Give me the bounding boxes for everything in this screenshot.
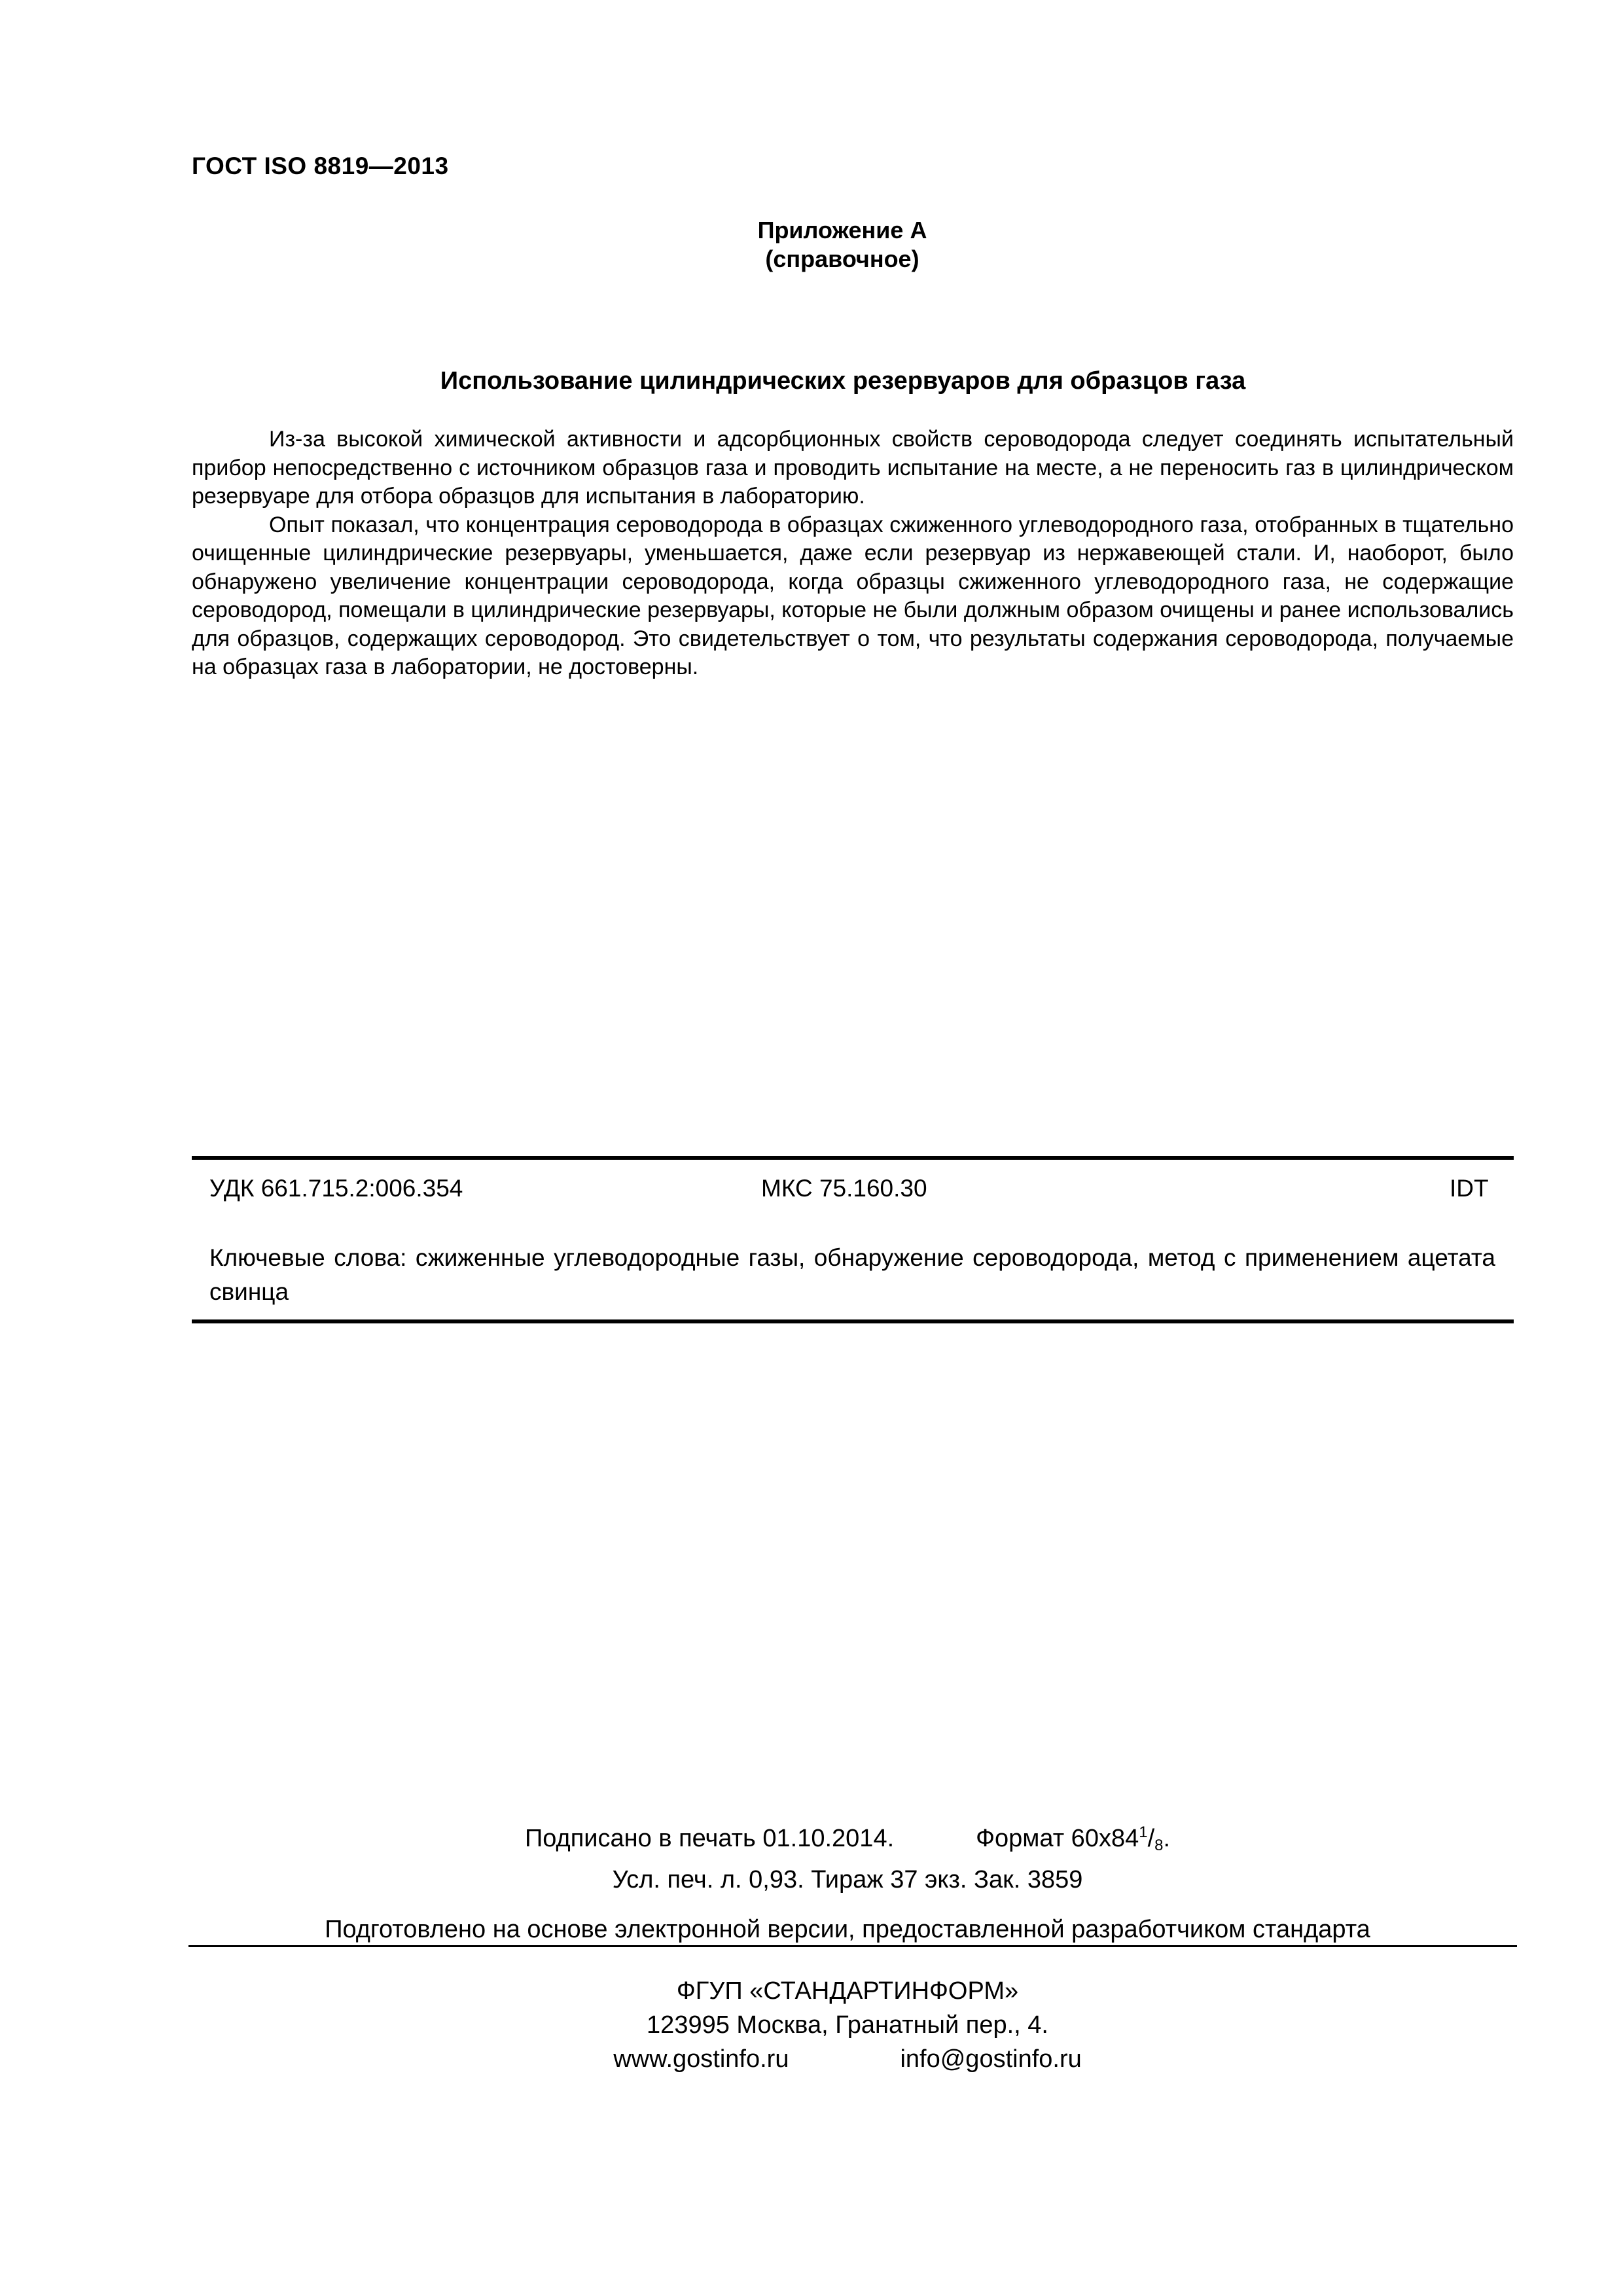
classification-top-rule bbox=[192, 1156, 1514, 1160]
paper-format: Формат $60х84^1/_8$. bbox=[976, 1823, 1171, 1854]
mks-code: МКС 75.160.30 bbox=[761, 1175, 927, 1202]
body-paragraph-1: Из-за высокой химической активности и адсорбционных свойств сероводорода следует соединять испытательный прибор непосредственно с источником образцов газа и проводить испытание на месте, а не переносить газ в цилиндрическом резервуаре для отбора образцов для испытания в лабораторию. bbox=[192, 427, 1514, 509]
prepared-note: Подготовлено на основе электронной версии, предоставленной разработчиком стандарта bbox=[325, 1916, 1370, 1943]
signed-date: Подписано в печать 01.10.2014. bbox=[524, 1825, 895, 1852]
annex-title-block bbox=[0, 216, 1623, 274]
publisher-block bbox=[0, 1974, 1623, 2076]
annex-title: Приложение А bbox=[757, 217, 927, 243]
publisher-email[interactable]: info@gostinfo.ru bbox=[900, 2045, 1082, 2073]
annex-heading: Использование цилиндрических резервуаров для образцов газа bbox=[440, 367, 1246, 395]
signed-line bbox=[0, 1816, 1623, 1863]
format-label: Формат 60х84 bbox=[976, 1825, 1139, 1852]
document-code: ГОСТ ISO 8819—2013 bbox=[192, 152, 449, 179]
format-end: . bbox=[1163, 1825, 1171, 1852]
format-denominator: 8 bbox=[1154, 1837, 1164, 1854]
imprint-rule bbox=[188, 1945, 1517, 1947]
keywords: Ключевые слова: сжиженные углеводородные газы, обнаружение сероводорода, метод с применением ацетата свинца bbox=[209, 1244, 1495, 1305]
publisher-contacts bbox=[0, 2042, 1623, 2076]
body-paragraph-2: Опыт показал, что концентрация сероводорода в образцах сжиженного углеводородного газа, отобранных в тщательно очищенные цилиндрические резервуары, уменьшается, даже если резервуар из нержавеющей стали. И, наоборот, было обнаружено увеличение концентрации сероводорода, когда образцы сжиженного углеводородного газа, не содержащие сероводород, помещали в цилиндрические резервуары, которые не были должным образом очищены и ранее использовались для образцов, содержащих сероводород. Это свидетельствует о том, что результаты содержания сероводорода, получаемые на образцах газа в лаборатории, не достоверны. bbox=[192, 512, 1514, 679]
annex-body bbox=[192, 425, 1514, 682]
publisher-name: ФГУП «СТАНДАРТИНФОРМ» bbox=[676, 1977, 1019, 2005]
classification-bottom-rule bbox=[192, 1319, 1514, 1323]
equivalence-degree: IDT bbox=[1450, 1175, 1489, 1202]
annex-type: (справочное) bbox=[765, 245, 919, 272]
publisher-website[interactable]: www.gostinfo.ru bbox=[613, 2045, 789, 2073]
print-info-block bbox=[0, 1816, 1623, 1897]
format-numerator: 1 bbox=[1139, 1823, 1148, 1841]
publisher-address: 123995 Москва, Гранатный пер., 4. bbox=[647, 2011, 1048, 2039]
print-details: Усл. печ. л. 0,93. Тираж 37 экз. Зак. 3859 bbox=[612, 1866, 1083, 1893]
udk-code: УДК 661.715.2:006.354 bbox=[209, 1175, 463, 1202]
